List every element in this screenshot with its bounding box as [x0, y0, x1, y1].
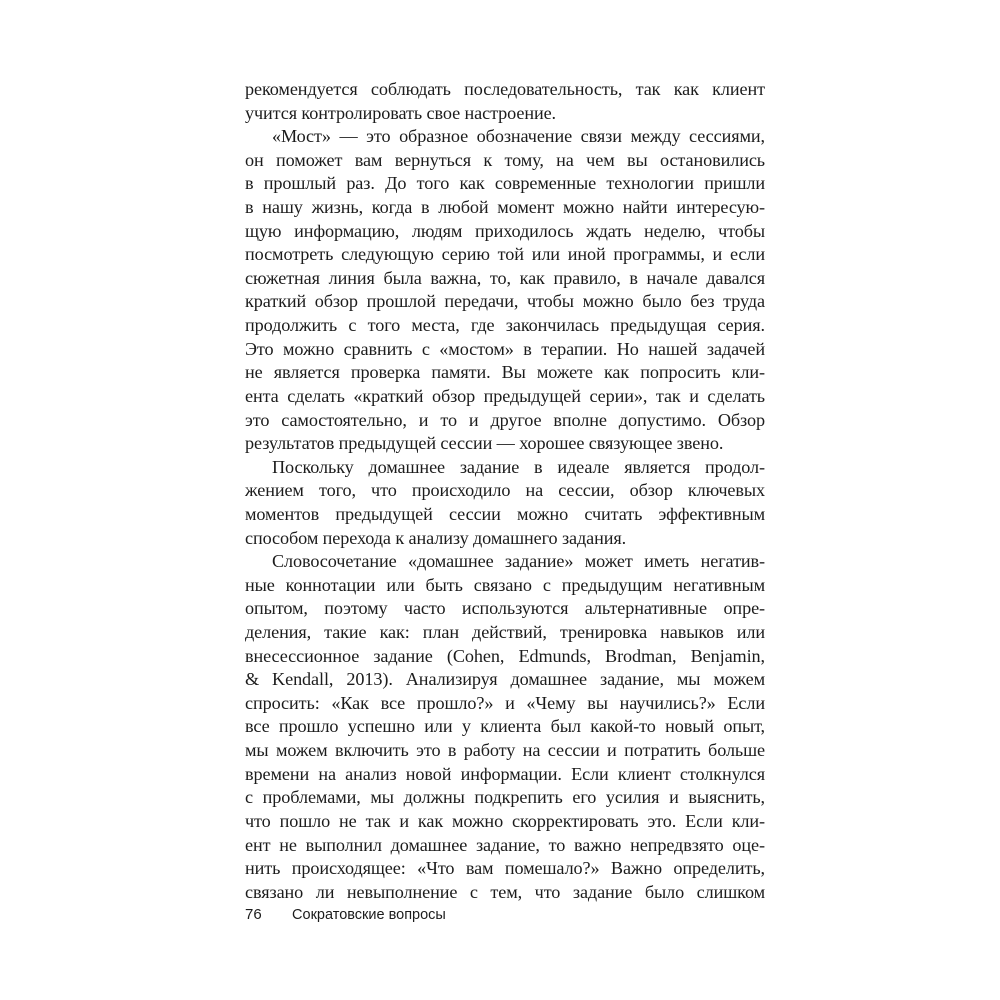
text-line: Поскольку домашнее задание в идеале является продол-: [272, 456, 765, 477]
text-line: «Мост» — это образное обозначение связи между сессиями,: [272, 126, 765, 147]
running-title: Сократовские вопросы: [292, 907, 446, 923]
text-line: он поможет вам вернуться к тому, на чем вы остановились: [245, 149, 765, 170]
text-line: деления, такие как: план действий, тренировка навыков или: [245, 622, 765, 643]
text-line: в нашу жизнь, когда в любой момент можно найти интересую-: [245, 197, 765, 218]
text-line: ент не выполнил домашнее задание, то важно непредвзято оце-: [245, 834, 765, 855]
text-line: Словосочетание «домашнее задание» может иметь негатив-: [272, 551, 765, 572]
text-line: сюжетная линия была важна, то, как правило, в начале давался: [245, 267, 765, 288]
text-line: краткий обзор прошлой передачи, чтобы можно было без труда: [245, 291, 765, 312]
text-line: Это можно сравнить с «мостом» в терапии. Но нашей задачей: [245, 338, 765, 359]
text-line: нить происходящее: «Что вам помешало?» Важно определить,: [245, 858, 765, 879]
text-line: это самостоятельно, и то и другое вполне допустимо. Обзор: [245, 409, 765, 430]
text-line: все прошло успешно или у клиента был какой-то новый опыт,: [245, 716, 765, 737]
body-text: [245, 78, 765, 904]
text-line: времени на анализ новой информации. Если клиент столкнулся: [245, 763, 765, 784]
page-number: 76: [245, 906, 262, 923]
text-line: щую информацию, людям приходилось ждать неделю, чтобы: [245, 220, 765, 241]
text-line: не является проверка памяти. Вы можете как попросить кли-: [245, 362, 765, 383]
text-line: способом перехода к анализу домашнего задания.: [245, 527, 627, 548]
text-line: опытом, поэтому часто используются альтернативные опре-: [245, 598, 765, 619]
text-line: с проблемами, мы должны подкрепить его усилия и выяснить,: [245, 787, 765, 808]
text-line: посмотреть следующую серию той или иной программы, и если: [245, 244, 765, 265]
text-line: в прошлый раз. До того как современные технологии пришли: [245, 173, 765, 194]
text-line: жением того, что происходило на сессии, обзор ключевых: [245, 480, 765, 501]
text-line: продолжить с того места, где закончилась предыдущая серия.: [245, 315, 765, 336]
text-line: & Kendall, 2013). Анализируя домашнее задание, мы можем: [245, 669, 765, 690]
text-line: ные коннотации или быть связано с предыдущим негативным: [245, 574, 765, 595]
text-line: учится контролировать свое настроение.: [245, 102, 557, 123]
text-line: что пошло не так и как можно скорректировать это. Если кли-: [245, 810, 765, 831]
text-line: моментов предыдущей сессии можно считать эффективным: [245, 503, 765, 524]
text-line: результатов предыдущей сессии — хорошее связующее звено.: [245, 433, 724, 454]
text-line: ента сделать «краткий обзор предыдущей серии», так и сделать: [245, 385, 765, 406]
text-line: мы можем включить это в работу на сессии и потратить больше: [245, 740, 765, 761]
text-line: спросить: «Как все прошло?» и «Чему вы научились?» Если: [245, 692, 765, 713]
page-footer: [245, 903, 765, 927]
text-line: рекомендуется соблюдать последовательность, так как клиент: [245, 79, 765, 99]
text-line: связано ли невыполнение с тем, что задание было слишком: [245, 881, 765, 902]
text-line: внесессионное задание (Cohen, Edmunds, Brodman, Benjamin,: [245, 645, 765, 666]
